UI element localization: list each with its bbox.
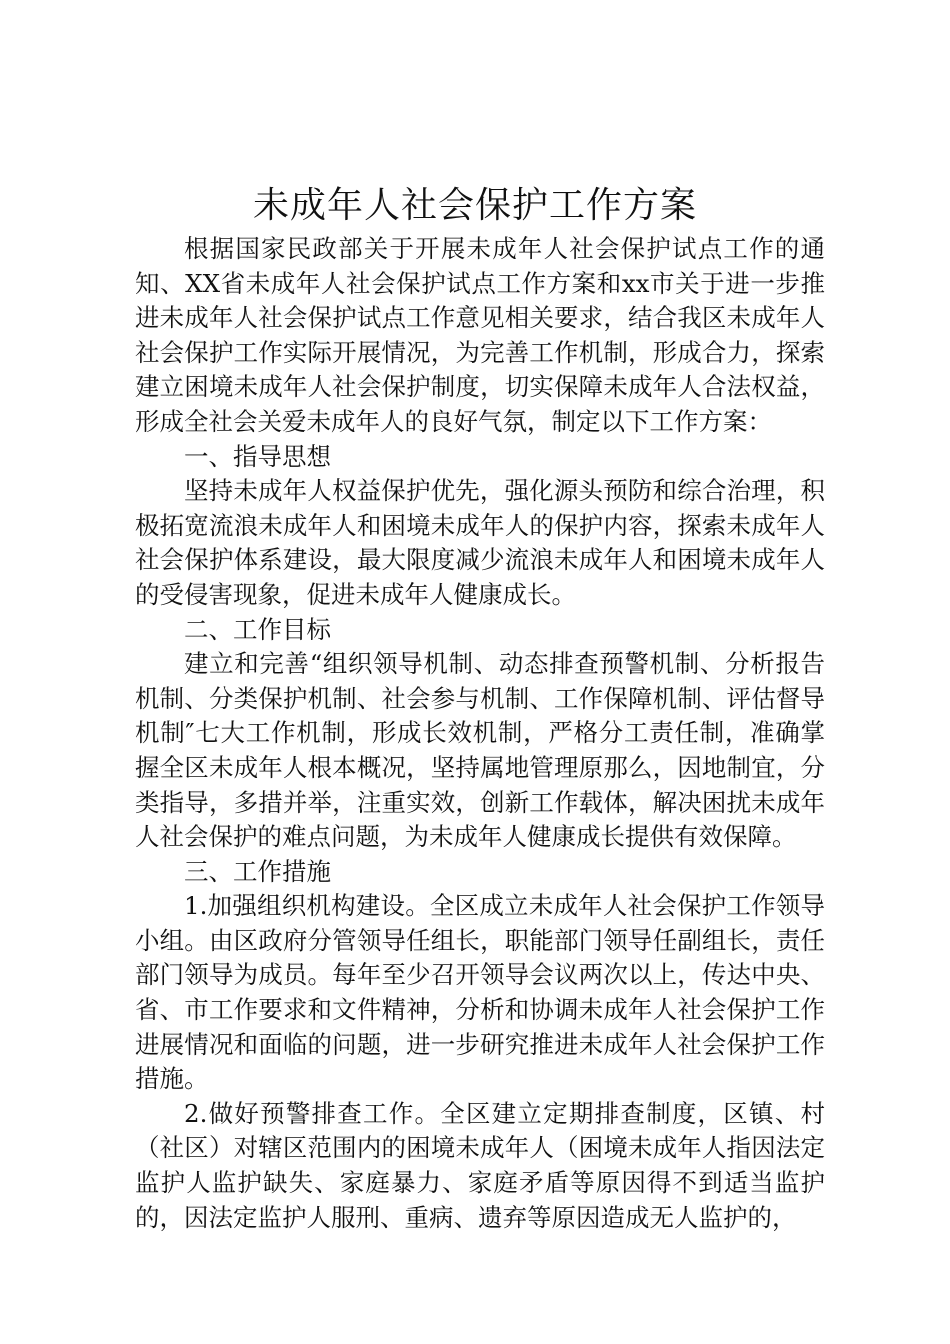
section-heading-guiding-ideology: 一、指导思想 <box>184 441 331 471</box>
section-paragraph: 坚持未成年人权益保护优先，强化源头预防和综合治理，积极拓宽流浪未成年人和困境未成年人的保护内容，探索未成年人社会保护体系建设，最大限度减少流浪未成年人和困境未成年人的受侵害现象，促进未成年人健康成长。 <box>135 476 825 609</box>
intro-paragraph: 根据国家民政部关于开展未成年人社会保护试点工作的通知、XX省未成年人社会保护试点工作方案和xx市关于进一步推进未成年人社会保护试点工作意见相关要求，结合我区未成年人社会保护工作实际开展情况，为完善工作机制，形成合力，探索建立困境未成年人社会保护制度，切实保障未成年人合法权益，形成全社会关爱未成年人的良好气氛，制定以下工作方案： <box>135 234 825 436</box>
section-heading-work-measures: 三、工作措施 <box>184 856 331 886</box>
section-heading-work-goals: 二、工作目标 <box>184 614 331 644</box>
section-paragraph: 建立和完善“组织领导机制、动态排查预警机制、分析报告机制、分类保护机制、社会参与机制、工作保障机制、评估督导机制″七大工作机制，形成长效机制，严格分工责任制，准确掌握全区未成年人根本概况，坚持属地管理原那么，因地制宜，分类指导，多措并举，注重实效，创新工作载体，解决困扰未成年人社会保护的难点问题，为未成年人健康成长提供有效保障。 <box>135 649 825 852</box>
document-body <box>135 232 825 1235</box>
section-paragraph: 1.加强组织机构建设。全区成立未成年人社会保护工作领导小组。由区政府分管领导任组长，职能部门领导任副组长，责任部门领导为成员。每年至少召开领导会议两次以上，传达中央、省、市工作要求和文件精神，分析和协调未成年人社会保护工作进展情况和面临的问题，进一步研究推进未成年人社会保护工作措施。 <box>135 891 825 1094</box>
section-paragraph: 2.做好预警排查工作。全区建立定期排查制度，区镇、村（社区）对辖区范围内的困境未成年人（困境未成年人指因法定监护人监护缺失、家庭暴力、家庭矛盾等原因得不到适当监护的，因法定监护人服刑、重病、遗弃等原因造成无人监护的， <box>135 1098 825 1232</box>
document-title: 未成年人社会保护工作方案 <box>252 185 697 226</box>
